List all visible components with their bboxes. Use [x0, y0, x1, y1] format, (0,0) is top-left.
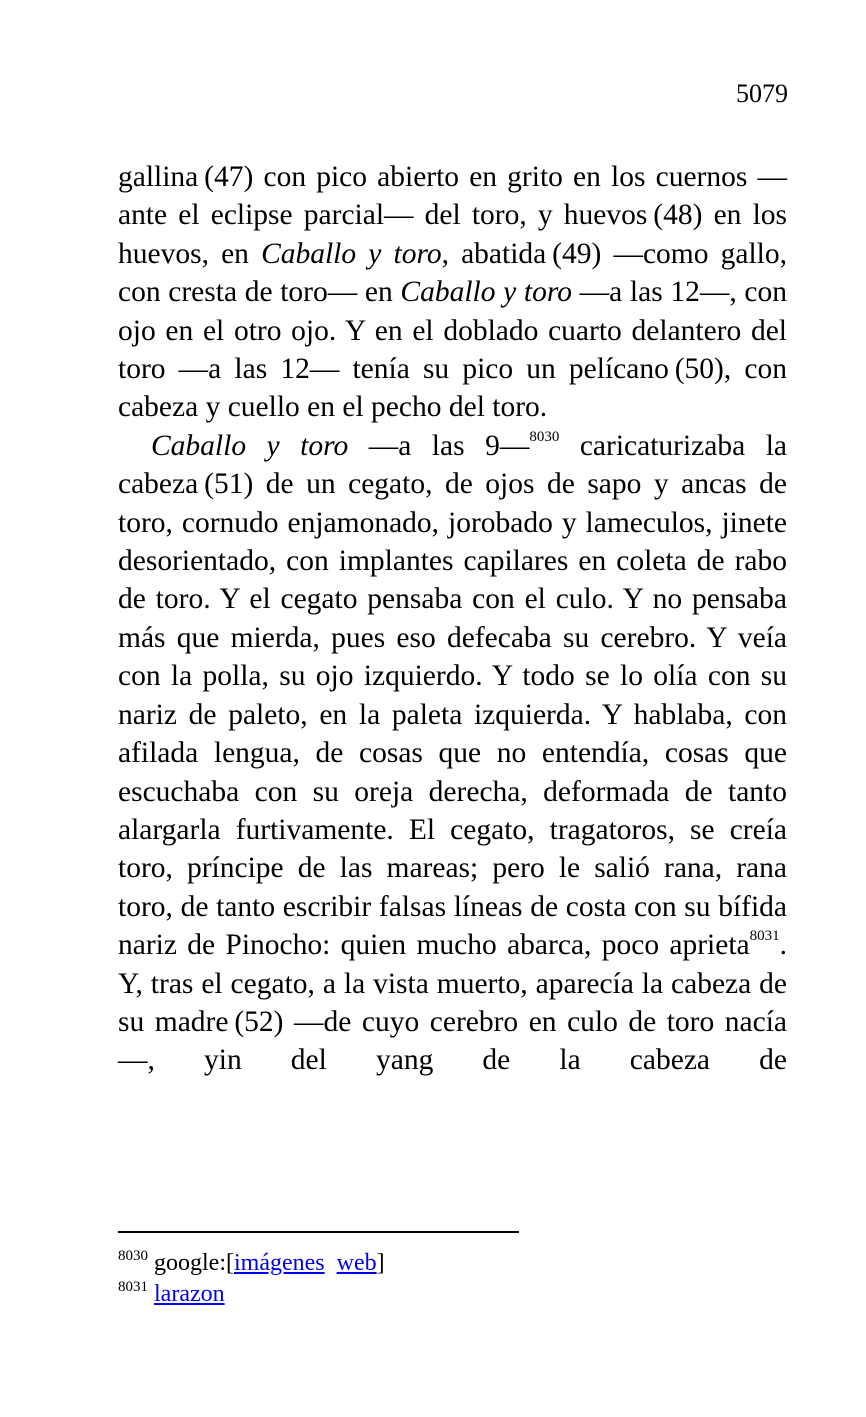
italic-title: Caballo y toro [151, 429, 349, 462]
footnote-number: 8030 [118, 1248, 148, 1264]
body-text [118, 158, 787, 1080]
italic-title: Caballo y toro [400, 276, 572, 309]
text-run: , abatida (49) —como gallo, con cresta de toro— en [118, 237, 787, 309]
text-run: caricaturizaba la cabeza (51) de un cegato, de ojos de sapo y ancas de toro, cornudo enjamonado, jorobado y lameculos, jinete desorientado, con implantes capilares en coleta de rabo de toro. Y el cegato pensaba con el culo. Y no pensaba más que mierda, pues eso defecaba su cerebro. Y veía con la polla, su ojo izquierdo. Y todo se lo olía con su nariz de paleto, en la paleta izquierda. Y hablaba, con afilada lengua, de cosas que no entendía, cosas que escuchaba con su oreja derecha, deformada de tanto alargarla furtivamente. El cegato, tragatoros, se creía toro, príncipe de las mareas; pero le salió rana, rana toro, de tanto escribir falsas líneas de costa con su bífida nariz de Pinocho: quien mucho abarca, poco aprieta [118, 429, 787, 962]
paragraph [118, 158, 787, 427]
link-imagenes[interactable]: imágenes [233, 1250, 325, 1276]
text-run: . Y, tras el cegato, a la vista muerto, aparecía la cabeza de su madre (52) —de cuyo cerebro en culo de toro nacía—, yin del yang de la cabeza de [118, 929, 787, 1077]
text-run: —a las 9— [348, 429, 530, 462]
link-web[interactable]: web [336, 1250, 377, 1276]
footnote-ref-8030[interactable]: 8030 [529, 428, 560, 445]
footnote-8031 [118, 1279, 385, 1310]
footnote-ref-8031[interactable]: 8031 [749, 928, 780, 945]
link-larazon[interactable]: larazon [154, 1281, 225, 1307]
paragraph [118, 427, 787, 1080]
footnote-suffix: ] [376, 1250, 385, 1276]
page-number: 5079 [736, 79, 788, 108]
footnotes [118, 1248, 385, 1310]
italic-title: Caballo y toro [261, 237, 442, 270]
footnote-separator [118, 1231, 519, 1233]
text-run: —a las 12—, con ojo en el otro ojo. Y en el doblado cuarto delantero del toro —a las 12— tenía su pico un pelícano (50), con cabeza y cuello en el pecho del toro. [118, 276, 787, 424]
text-run: gallina (47) con pico abierto en grito en los cuernos —ante el eclipse parcial— del toro, y huevos (48) en los huevos, en [118, 161, 787, 270]
footnote-prefix: google:[ [154, 1250, 234, 1276]
footnote-8030 [118, 1248, 385, 1279]
footnote-number: 8031 [118, 1279, 148, 1295]
